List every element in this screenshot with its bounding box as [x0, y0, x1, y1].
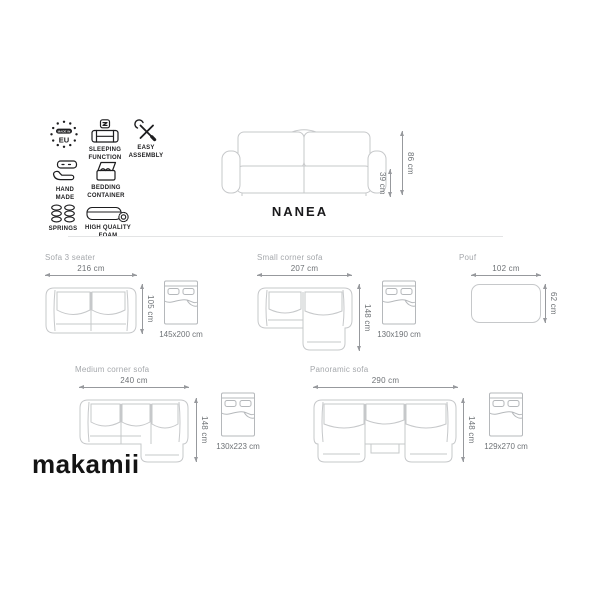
dimension-line: [79, 387, 189, 388]
feature-bedding-container: [83, 158, 129, 201]
dimension-line: [196, 398, 197, 462]
hand-made-icon: [51, 160, 79, 185]
width-dimension: [45, 264, 137, 276]
feature-label: [129, 145, 164, 161]
separator: [68, 236, 503, 237]
high-quality-foam-icon: [86, 204, 130, 223]
product-name: NANEA: [271, 204, 329, 219]
feature-label-line1: SPRINGS: [48, 226, 78, 232]
feature-label-line1: HIGH QUALITY: [85, 225, 131, 231]
feature-label-line1: SLEEPING: [88, 147, 122, 153]
bedding-container-icon: [93, 158, 119, 183]
eu-label: EU: [58, 135, 70, 145]
pouf-top-view: [471, 284, 541, 323]
dimension-line: [463, 398, 464, 462]
width-value: 290 cm: [371, 376, 400, 385]
panoramic-sofa-top-view: [313, 396, 457, 464]
feature-label-line1: EASY: [137, 145, 155, 151]
variant-sofa-3-seater: [42, 253, 242, 358]
depth-value: 148 cm: [363, 303, 372, 332]
variant-label: Small corner sofa: [257, 253, 323, 262]
feature-easy-assembly: [124, 119, 168, 161]
seat-height-value: 39 cm: [378, 171, 387, 195]
easy-assembly-icon: [134, 119, 158, 143]
bed-size: 145x200 cm: [159, 330, 203, 339]
feature-label-line2: CONTAINER: [87, 192, 125, 199]
brand-logo: makamii: [32, 449, 140, 479]
feature-label: [56, 187, 75, 203]
depth-value: 148 cm: [467, 416, 476, 444]
bed-size: 130x223 cm: [216, 442, 260, 451]
bed-size: 129x270 cm: [484, 442, 528, 451]
bed-icon: [381, 279, 417, 327]
dimension-line: [257, 275, 352, 276]
feature-label: [85, 225, 131, 241]
bed-icon: [488, 391, 524, 439]
feature-label-line2: FUNCTION: [88, 154, 122, 161]
bed-dimensions: [218, 391, 258, 451]
width-value: 102 cm: [492, 264, 520, 273]
dimension-line: [359, 284, 360, 351]
depth-value: 62 cm: [549, 292, 558, 315]
sofa-front-view-drawing: [214, 127, 396, 197]
bed-icon: [220, 391, 256, 439]
feature-made-in-eu: [46, 120, 82, 149]
feature-label-line1: BEDDING: [91, 185, 121, 191]
width-dimension: [313, 376, 458, 388]
variant-label: Panoramic sofa: [310, 365, 369, 374]
feature-label-line1: HAND: [55, 187, 75, 193]
variant-label: Pouf: [459, 253, 477, 262]
height-value: 86 cm: [406, 151, 415, 175]
width-dimension: [257, 264, 352, 276]
depth-value: 105 cm: [146, 295, 155, 323]
depth-dimension: [463, 398, 476, 462]
sofa-3-seater-top-view: [45, 284, 137, 334]
dimension-line: [471, 275, 541, 276]
seat-height-dimension: [378, 169, 391, 197]
bed-dimensions: [379, 279, 419, 339]
depth-dimension: [196, 398, 209, 462]
bed-dimensions: [161, 279, 201, 339]
made-in-label: MADE IN: [57, 129, 71, 134]
small-corner-sofa-top-view: [257, 284, 354, 351]
variant-panoramic-sofa: [300, 365, 540, 475]
variant-label: Sofa 3 seater: [45, 253, 96, 262]
depth-dimension: [142, 284, 155, 334]
depth-dimension: [545, 284, 558, 323]
variant-label: Medium corner sofa: [75, 365, 150, 374]
variant-small-corner-sofa: [255, 253, 455, 358]
made-in-eu-icon: [49, 120, 79, 149]
feature-label: [49, 226, 78, 234]
depth-dimension: [359, 284, 372, 351]
feature-sleeping-function: [84, 119, 126, 163]
width-value: 207 cm: [290, 264, 319, 273]
width-dimension: [79, 376, 189, 388]
feature-label-line2: MADE: [55, 194, 75, 201]
bed-size: 130x190 cm: [377, 330, 421, 339]
dimension-line: [545, 284, 546, 323]
variant-pouf: [452, 253, 572, 343]
bed-dimensions: [486, 391, 526, 451]
height-dimension: [402, 131, 415, 195]
dimension-line: [313, 387, 458, 388]
dimension-line: [45, 275, 137, 276]
springs-icon: [48, 204, 78, 224]
width-value: 216 cm: [77, 264, 105, 273]
width-dimension: [471, 264, 541, 276]
bed-icon: [163, 279, 199, 327]
feature-label: [87, 185, 124, 201]
feature-label-line2: ASSEMBLY: [128, 152, 164, 159]
depth-value: 148 cm: [200, 416, 209, 444]
sleeping-function-icon: [91, 119, 119, 145]
feature-hand-made: [45, 160, 85, 203]
dimension-line: [402, 131, 403, 195]
feature-springs: [42, 204, 84, 234]
width-value: 240 cm: [120, 376, 148, 385]
dimension-line: [142, 284, 143, 334]
dimension-line: [390, 169, 391, 197]
